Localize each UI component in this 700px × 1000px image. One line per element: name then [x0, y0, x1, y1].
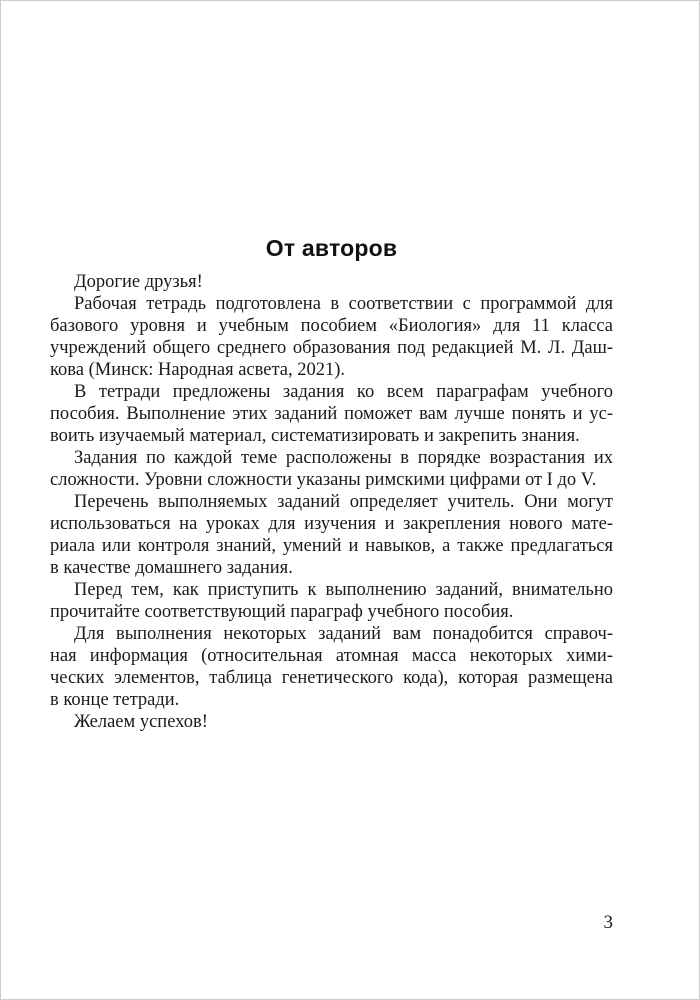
text-line: Дорогие друзья! — [74, 272, 203, 292]
paragraph — [50, 491, 613, 579]
text-line: пособия. Выполнение этих заданий поможет вам лучше понять и ус- — [50, 404, 613, 424]
text-line: ческих элементов, таблица генетического кода), которая размещена — [50, 668, 613, 688]
text-line: учреждений общего среднего образования под редакцией М. Л. Даш- — [50, 338, 613, 358]
paragraph — [50, 447, 613, 491]
text-line: Задания по каждой теме расположены в порядке возрастания их — [74, 448, 613, 468]
text-line: в конце тетради. — [50, 690, 180, 710]
text-line: воить изучаемый материал, систематизировать и закрепить знания. — [50, 426, 580, 446]
paragraph — [50, 381, 613, 447]
text-line: Перечень выполняемых заданий определяет учитель. Они могут — [74, 492, 613, 512]
text-line: риала или контроля знаний, умений и навыков, а также предлагаться — [50, 536, 613, 556]
text-line: ная информация (относительная атомная масса некоторых хими- — [50, 646, 613, 666]
page-number: 3 — [603, 912, 613, 933]
text-line: базового уровня и учебным пособием «Биология» для 11 класса — [50, 316, 613, 336]
body-text — [50, 271, 613, 733]
page-title: От авторов — [265, 235, 398, 262]
text-line: Рабочая тетрадь подготовлена в соответствии с программой для — [74, 294, 613, 314]
text-line: использоваться на уроках для изучения и закрепления нового мате- — [50, 514, 613, 534]
text-line: прочитайте соответствующий параграф учебного пособия. — [50, 602, 514, 622]
paragraph — [50, 579, 613, 623]
paragraph — [50, 271, 613, 293]
paragraph — [50, 711, 613, 733]
text-line: Для выполнения некоторых заданий вам понадобится справоч- — [74, 624, 613, 644]
text-line: Перед тем, как приступить к выполнению заданий, внимательно — [74, 580, 613, 600]
text-line: кова (Минск: Народная асвета, 2021). — [50, 360, 346, 380]
text-line: сложности. Уровни сложности указаны римскими цифрами от I до V. — [50, 470, 597, 490]
text-line: В тетради предложены задания ко всем параграфам учебного — [74, 382, 613, 402]
paragraph — [50, 293, 613, 381]
paragraph — [50, 623, 613, 711]
text-line: Желаем успехов! — [74, 712, 208, 732]
text-line: в качестве домашнего задания. — [50, 558, 293, 578]
